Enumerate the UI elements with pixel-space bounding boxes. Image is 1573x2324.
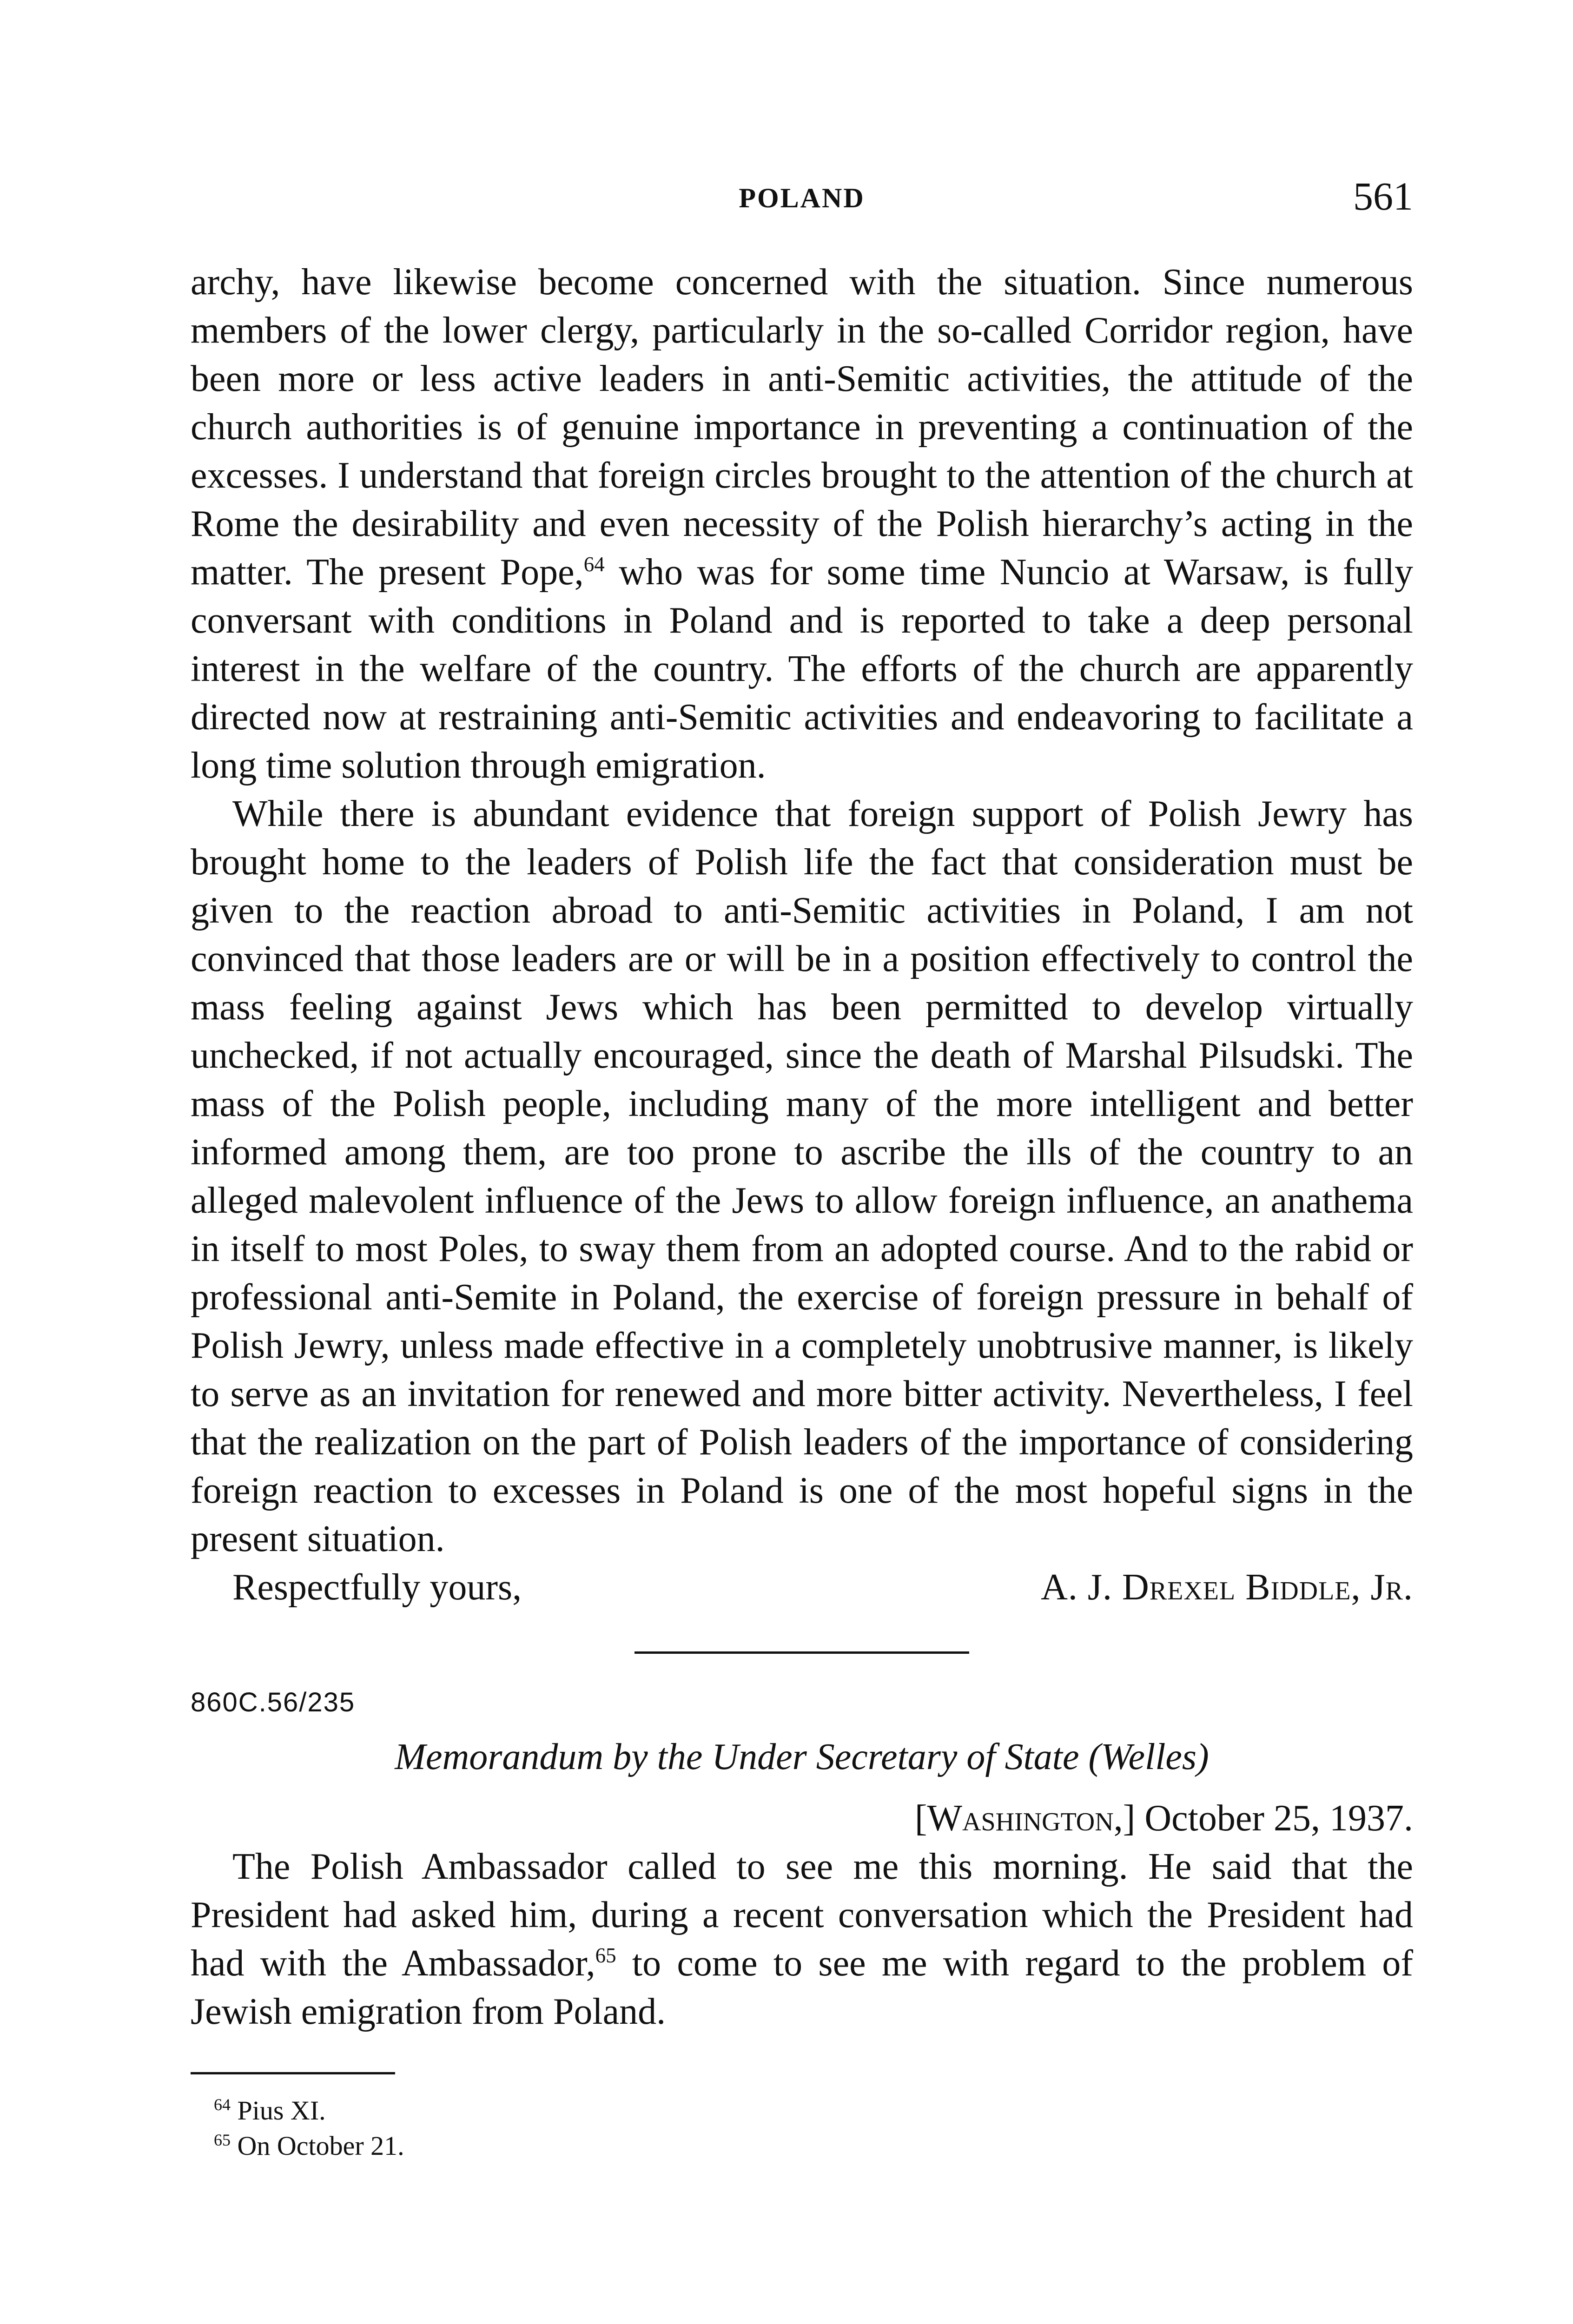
footnote-divider [191,2072,395,2074]
dateline [191,1794,1413,1842]
salutation: Respectfully yours, [232,1567,522,1608]
body-text [191,258,1413,2164]
file-number: 860C.56/235 [191,1687,356,1717]
page-number: 561 [1353,174,1413,218]
paragraph-memo-body [191,1842,1413,2036]
paragraph-text: archy, have likewise become concerned with the situation. Since numerous members of the lower clergy, particularly in the so-called Corridor region, have been more or less active leaders in anti-Semitic activities, the attitude of the church authorities is of genuine importance in preventing a continuation of the excesses. I understand that foreign circles brought to the attention of the church at Rome the desirability and even necessity of the Polish hierarchy’s acting in the matter. The present Pope, [191,262,1413,593]
footnote-text: Pius XI. [237,2095,326,2126]
memo-title: Memorandum by the Under Secretary of State (Welles) [395,1736,1209,1777]
footnote-marker: 64 [214,2095,231,2114]
footnote-65 [214,2128,1413,2164]
running-head [191,173,1413,224]
paragraph-text: who was for some time Nuncio at Warsaw, is fully conversant with conditions in Poland and is reported to take a deep personal interest in the welfare of the country. The efforts of the church are apparently directed now at restraining anti-Semitic activities and endeavoring to facilitate a long time solution through emigration. [191,552,1413,786]
signature: A. J. Drexel Biddle, Jr. [1041,1567,1413,1608]
footnote-marker: 65 [214,2131,231,2149]
paragraph-foreign-support: While there is abundant evidence that foreign support of Polish Jewry has brought home to the leaders of Polish life the fact that consideration must be given to the reaction abroad to anti-Semitic activities in Poland, I am not convinced that those leaders are or will be in a position effectively to control the mass feeling against Jews which has been permitted to develop virtually unchecked, if not actually encouraged, since the death of Marshal Pilsudski. The mass of the Polish people, including many of the more intelligent and better informed among them, are too prone to ascribe the ills of the country to an alleged malevolent influence of the Jews to allow foreign influence, an anathema in itself to most Poles, to sway them from an adopted course. And to the rabid or professional anti-Semite in Poland, the exercise of foreign pressure in behalf of Polish Jewry, unless made effective in a completely unobtrusive manner, is likely to serve as an invitation for renewed and more bitter activity. Nevertheless, I feel that the realization on the part of Polish leaders of the importance of considering foreign reaction to excesses in Poland is one of the most hopeful signs in the present situation. [191,793,1413,1559]
footnotes [191,2093,1413,2164]
dateline-place: [Washington,] [914,1798,1136,1839]
paragraph-text: The Polish Ambassador called to see me this morning. He said that the President had asked him, during a recent conversation which the President had had with the Ambassador, [191,1846,1413,1984]
running-title: POLAND [739,183,865,213]
footnote-ref-64: 64 [583,553,605,576]
footnote-ref-65: 65 [595,1944,616,1967]
footnote-text: On October 21. [237,2131,404,2161]
dateline-date: October 25, 1937. [1144,1798,1413,1839]
section-divider [634,1651,969,1654]
paragraph-text: to come to see me with regard to the problem of Jewish emigration from Poland. [191,1943,1413,2032]
footnote-64 [214,2093,1413,2128]
paragraph-church-hierarchy [191,258,1413,790]
letter-closing [191,1563,1413,1611]
